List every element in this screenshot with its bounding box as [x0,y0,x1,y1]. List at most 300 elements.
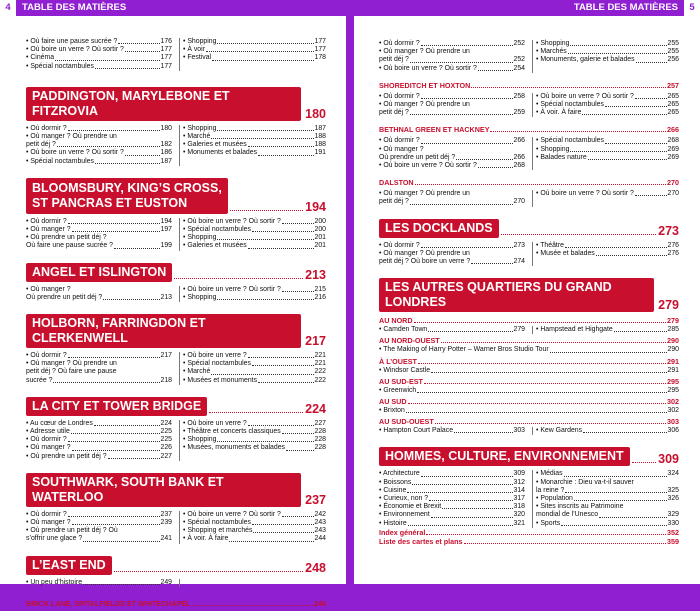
toc-entry[interactable] [536,250,679,258]
page-number: 4 [0,0,16,16]
entry-text: • Shopping [183,38,217,45]
dot-leader [248,420,314,426]
toc-entry[interactable] [26,54,172,62]
toc-entry[interactable] [536,137,679,145]
toc-entry[interactable] [536,427,679,435]
entry-text: • The Making of Harry Potter – Warner Bros Studio Tour [379,346,549,354]
toc-entry[interactable] [536,154,679,162]
subsection-heading[interactable] [379,377,679,386]
right-toc [379,40,679,546]
entry-text: • Médias [536,470,563,478]
page-ref: 314 [513,486,525,494]
toc-entry[interactable] [536,56,679,64]
dot-leader [68,218,160,224]
toc-entry[interactable] [26,511,172,519]
entry-text: petit déj ? [26,141,56,149]
entry-text: • Histoire [379,519,407,527]
subsection-heading[interactable] [379,125,679,134]
toc-entry[interactable] [536,190,679,198]
subsection-page: 291 [667,356,679,366]
entry-text: • Shopping [536,40,570,47]
dot-leader [421,40,513,46]
section-title-line: BLOOMSBURY, KING’S CROSS, [32,180,222,195]
page-ref: 274 [513,258,525,266]
page-ref: 330 [667,519,679,527]
toc-entry[interactable] [183,242,326,250]
toc-entry[interactable] [536,48,679,56]
dot-leader [424,383,666,384]
subsection-title: AU SUD [379,397,407,407]
section-page: 180 [305,106,326,121]
toc-entry[interactable] [536,326,679,334]
entry-columns [26,579,326,587]
toc-entry[interactable] [26,535,172,543]
entry-text: la reine ? [536,486,565,494]
entry-text: • Où dormir ? [26,124,67,132]
toc-entry[interactable] [26,226,172,234]
toc-entry[interactable] [379,520,525,528]
page-ref: 221 [314,352,326,360]
toc-entry[interactable] [379,109,525,117]
toc-entry[interactable] [379,137,525,145]
column-left [379,93,525,118]
page-ref: 285 [667,326,679,334]
page-ref: 200 [314,217,326,225]
toc-entry[interactable] [26,420,172,428]
entry-text: • Spécial noctambules [183,226,251,234]
dot-leader [68,436,160,442]
dot-leader [490,131,666,132]
dot-leader [248,352,314,358]
dot-leader [425,146,524,152]
subsection-heading[interactable] [379,316,679,325]
entry-text: Où faire une pause sucrée ? [26,242,113,250]
section-heading [379,219,679,238]
subsection-title: Index général [379,527,426,537]
dot-leader [206,46,314,52]
subsection-heading[interactable] [379,417,679,426]
toc-entry[interactable] [26,368,172,376]
toc-entry[interactable] [183,133,326,141]
toc-entry[interactable] [183,46,326,54]
toc-entry[interactable] [183,352,326,360]
entry-text: • Windsor Castle [379,366,431,374]
column-left [379,326,525,334]
subsection-page: 257 [667,80,679,90]
page-ref: 227 [160,452,172,460]
toc-entry[interactable] [183,226,326,234]
page-ref: 269 [667,153,679,161]
toc-entry[interactable] [379,198,525,206]
toc-entry[interactable] [26,63,172,71]
subsection-page: 352 [667,527,679,537]
toc-entry[interactable] [183,141,326,149]
toc-entry[interactable] [379,48,525,56]
entry-text: • Où boire un verre ? [183,352,247,360]
toc-entry[interactable] [26,527,172,535]
entry-text: • Où dormir ? [379,137,420,145]
toc-entry[interactable] [26,352,172,360]
dot-leader [118,360,171,366]
dot-leader [471,250,524,256]
toc-entry[interactable] [536,479,679,487]
page-ref: 268 [513,162,525,170]
column-right [179,579,326,587]
section-page: 194 [305,199,326,214]
page-ref: 318 [513,503,525,511]
toc-entry[interactable] [379,387,679,395]
toc-entry[interactable] [379,470,525,478]
toc-entry[interactable] [183,444,326,452]
entry-text: • Spécial noctambules [183,519,251,527]
entry-text: • Où prendre un petit déj ? Où [26,527,118,535]
section-title[interactable] [379,219,499,238]
toc-entry[interactable] [26,428,172,436]
dot-leader [605,137,667,143]
dot-leader [407,487,512,493]
left-toc [26,38,326,611]
entry-columns [379,326,679,334]
page-ref: 187 [160,157,172,165]
page-ref: 218 [160,376,172,384]
entry-text: • Curieux, non ? [379,495,429,503]
page-ref: 213 [160,293,172,301]
toc-entry[interactable] [379,56,525,64]
toc-entry[interactable] [26,377,172,385]
toc-entry[interactable] [379,367,679,375]
section-title-line: LA CITY ET TOWER BRIDGE [32,398,202,413]
toc-entry[interactable] [536,242,679,250]
subsection-heading[interactable] [379,81,679,90]
entry-text: • Un peu d’histoire [26,578,83,586]
entry-columns [26,420,326,461]
entry-text: • Architecture [379,470,420,478]
subsection-title: AU NORD [379,316,413,326]
dot-leader [229,535,313,541]
entry-text: • Population [536,495,573,503]
entry-text: • Shopping [536,145,570,153]
column-right [532,427,679,435]
entry-text: mondial de l’Unesco [536,511,599,519]
toc-entry[interactable] [379,250,525,258]
toc-entry[interactable] [26,218,172,226]
toc-entry[interactable] [183,38,326,46]
section-heading [26,473,326,507]
toc-entry[interactable] [26,579,172,587]
dot-leader [561,520,666,526]
toc-entry[interactable] [183,428,326,436]
subsection-title: DALSTON [379,178,414,188]
page-ref: 176 [160,38,172,45]
section-heading [379,447,679,466]
toc-entry[interactable] [536,101,679,109]
page-ref: 265 [667,92,679,100]
toc-entry[interactable] [26,294,172,302]
subsection-heading[interactable] [379,336,679,345]
subsection-page: 266 [667,125,679,135]
section-title[interactable] [26,178,228,214]
toc-entry[interactable] [379,427,525,435]
page-ref: 177 [160,54,172,62]
dot-leader [614,326,667,332]
dot-leader [583,427,666,433]
subsection-title: SHOREDITCH ET HOXTON [379,80,471,90]
toc-entry[interactable] [26,234,172,242]
dot-leader [217,38,313,44]
subsection-heading[interactable] [379,528,679,537]
dot-leader [435,423,666,424]
section-title[interactable] [379,278,654,312]
page-ref: 201 [314,234,326,242]
dot-leader [471,101,524,107]
section-title[interactable] [26,87,301,121]
toc-entry[interactable] [183,519,326,527]
dot-leader [68,511,160,517]
toc-entry[interactable] [26,360,172,368]
column-right [532,137,679,170]
toc-entry[interactable] [183,368,326,376]
toc-entry[interactable] [183,125,326,133]
section-title-line: LES AUTRES QUARTIERS DU GRAND LONDRES [385,280,612,310]
toc-entry[interactable] [379,258,525,266]
toc-entry[interactable] [379,162,525,170]
dot-leader [574,495,667,501]
toc-entry[interactable] [379,40,525,48]
dot-leader [636,56,667,62]
dot-leader [174,278,303,279]
page-ref: 227 [314,419,326,427]
entry-columns [379,93,679,118]
page-ref: 266 [513,153,525,161]
dot-leader [217,436,313,442]
dot-leader [95,158,160,164]
toc-entry[interactable] [26,444,172,452]
section-page: 309 [658,452,679,467]
toc-entry[interactable] [379,326,525,334]
toc-entry[interactable] [379,479,525,487]
left-page-header [0,0,346,16]
toc-entry[interactable] [379,101,525,109]
section-page: 213 [305,267,326,282]
dot-leader [501,234,656,235]
column-right [532,242,679,267]
toc-entry[interactable] [183,286,326,294]
toc-entry[interactable] [379,65,525,73]
subsection-page: 249 [314,598,326,608]
page-ref: 237 [160,510,172,518]
section-heading [26,87,326,121]
toc-entry[interactable] [183,420,326,428]
entry-text: • Économie et Brexit [379,503,442,511]
section-title[interactable] [26,473,301,507]
section-heading [26,556,326,575]
toc-entry[interactable] [536,520,679,528]
entry-text: • Où boire un verre ? Où sortir ? [379,162,477,170]
dot-leader [83,535,159,541]
toc-entry[interactable] [26,436,172,444]
toc-entry[interactable] [379,503,525,511]
toc-entry[interactable] [26,519,172,527]
dot-leader [565,242,667,248]
subsection-title: AU NORD-OUEST [379,336,440,346]
dot-leader [118,38,159,44]
toc-entry[interactable] [379,93,525,101]
toc-entry[interactable] [379,242,525,250]
toc-entry[interactable] [379,154,525,162]
page-ref: 249 [160,578,172,586]
page-ref: 270 [513,198,525,206]
entry-columns [26,218,326,251]
section-title[interactable] [379,447,630,466]
toc-entry[interactable] [26,125,172,133]
toc-entry[interactable] [536,40,679,48]
page-ref: 276 [667,241,679,249]
page-ref: 177 [314,46,326,54]
entry-text: • Où prendre un petit déj ? [26,234,107,242]
dot-leader [417,387,666,393]
subsection-heading[interactable] [26,599,326,608]
section-title[interactable] [26,556,112,575]
toc-entry[interactable] [536,109,679,117]
toc-entry[interactable] [183,511,326,519]
toc-entry[interactable] [26,149,172,157]
entry-text: • Où manger ? [26,519,71,527]
toc-entry[interactable] [379,346,679,354]
column-right [179,420,326,461]
dot-leader [568,48,667,54]
toc-entry[interactable] [183,54,326,62]
subsection-title: BRICK LANE, SPITALFIELDS ET WHITECHAPEL [26,598,191,608]
subsection-heading[interactable] [379,537,679,546]
toc-entry[interactable] [183,436,326,444]
toc-entry[interactable] [26,242,172,250]
entry-text: • Cuisine [379,486,407,494]
page-ref: 256 [667,56,679,64]
page-ref: 320 [513,511,525,519]
toc-entry[interactable] [536,511,679,519]
entry-text: • Brixton [379,407,405,415]
page-ref: 306 [667,427,679,435]
column-left [26,125,172,166]
dot-leader [421,137,513,143]
toc-entry[interactable] [26,453,172,461]
toc-entry[interactable] [183,360,326,368]
entry-text: • Où manger ? Où prendre un [26,360,117,368]
dot-leader [114,242,160,248]
subsection-heading[interactable] [379,357,679,366]
page-ref: 266 [513,137,525,145]
section-title[interactable] [26,314,301,348]
entry-text: • Marchés [536,48,567,56]
toc-entry[interactable] [183,294,326,302]
page-ref: 309 [513,470,525,478]
toc-entry[interactable] [26,38,172,46]
subsection-title: À L’OUEST [379,356,417,366]
toc-entry[interactable] [536,487,679,495]
dot-leader [211,368,313,374]
toc-entry[interactable] [536,495,679,503]
toc-entry[interactable] [536,503,679,511]
toc-entry[interactable] [379,190,525,198]
subsection-heading[interactable] [379,178,679,187]
toc-entry[interactable] [379,511,525,519]
toc-entry[interactable] [26,46,172,54]
dot-leader [426,534,666,535]
dot-leader [258,149,313,155]
entry-text: • Où dormir ? [26,436,67,444]
toc-entry[interactable] [379,407,679,415]
toc-entry[interactable] [26,158,172,166]
dot-leader [282,286,314,292]
section-heading [26,397,326,416]
entry-text: petit déj ? [379,198,409,206]
toc-entry[interactable] [536,470,679,478]
toc-entry[interactable] [183,234,326,242]
page-ref: 252 [513,40,525,47]
entry-text: • Shopping [183,234,217,242]
dot-leader [635,190,667,196]
page-ref: 182 [160,141,172,149]
dot-leader [570,40,666,46]
page-ref: 243 [314,519,326,527]
dot-leader [478,162,513,168]
column-left [379,242,525,267]
toc-entry[interactable] [379,146,525,154]
entry-text: • Où boire un verre ? Où sortir ? [379,64,477,72]
page-ref: 302 [667,407,679,415]
toc-entry[interactable] [26,141,172,149]
dot-leader [192,605,313,606]
toc-entry[interactable] [536,146,679,154]
dot-leader [471,190,524,196]
entry-text: • Shopping [183,124,217,132]
toc-entry[interactable] [26,286,172,294]
toc-entry[interactable] [183,377,326,385]
subsection-heading[interactable] [379,397,679,406]
toc-entry[interactable] [26,133,172,141]
column-left [26,511,172,544]
entry-text: • Où boire un verre ? Où sortir ? [183,285,281,293]
toc-entry[interactable] [183,218,326,226]
page-ref: 217 [160,352,172,360]
dot-leader [635,479,678,485]
toc-entry[interactable] [379,487,525,495]
dot-leader [252,519,314,525]
entry-text: • Où boire un verre ? Où sortir ? [536,190,634,198]
page-ref: 222 [314,368,326,376]
entry-text: Où prendre un petit déj ? [379,153,456,161]
dot-leader [211,133,313,139]
entry-columns [379,470,679,527]
section-title[interactable] [26,397,207,416]
toc-entry[interactable] [183,535,326,543]
toc-entry[interactable] [183,149,326,157]
dot-leader [55,54,159,60]
column-right [532,190,679,206]
section-title[interactable] [26,263,172,282]
dot-leader [209,412,303,413]
dot-leader [421,242,513,248]
entry-columns [26,125,326,166]
entry-text: • Environnement [379,511,430,519]
subsection-title: Liste des cartes et plans [379,536,463,546]
dot-leader [414,322,666,323]
toc-entry[interactable] [536,93,679,101]
page-ref: 268 [667,137,679,145]
page-ref: 177 [160,46,172,54]
dot-leader [564,470,667,476]
dot-leader [248,242,314,248]
